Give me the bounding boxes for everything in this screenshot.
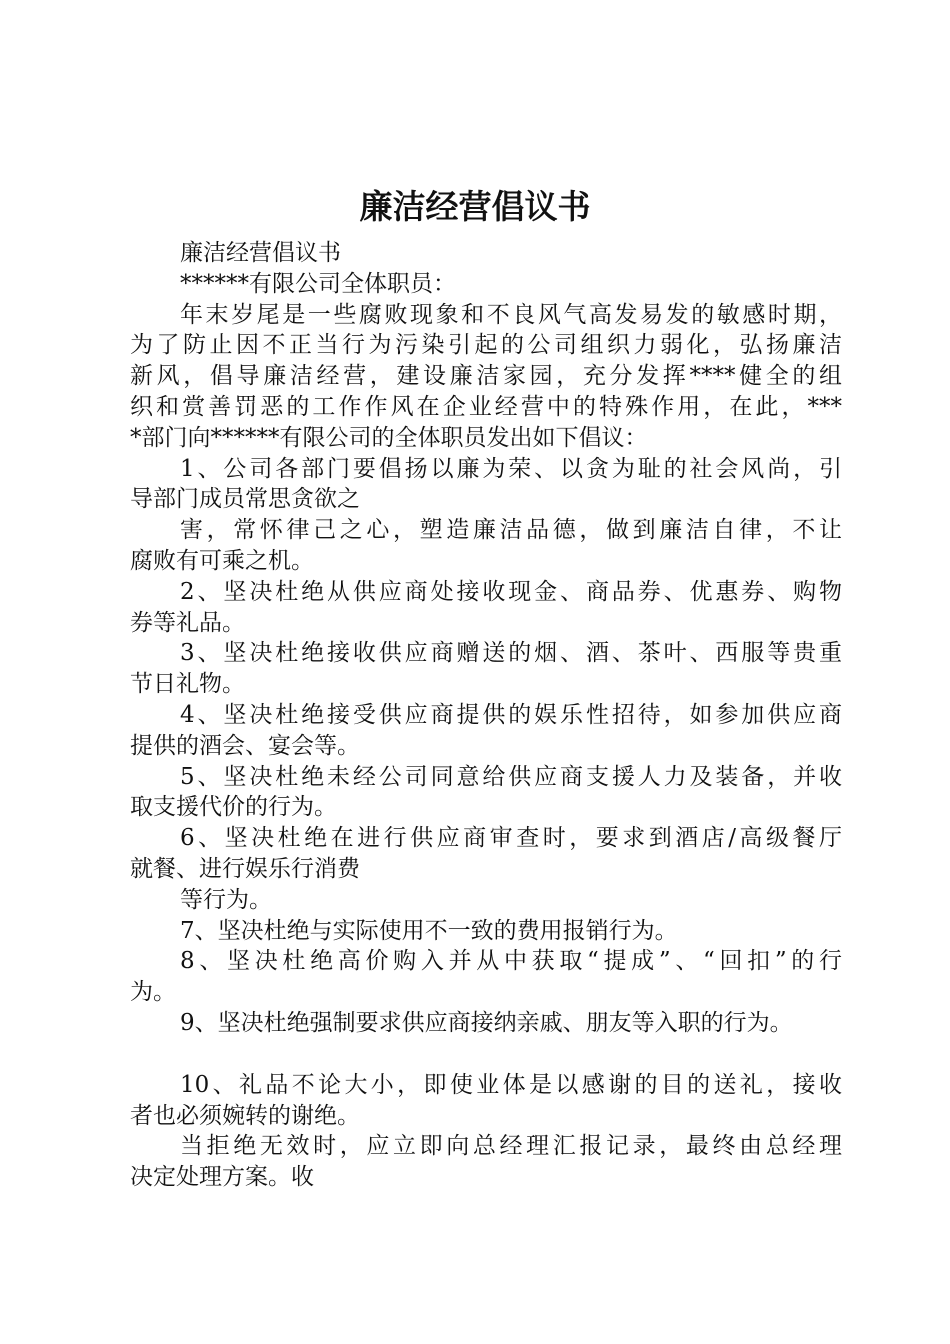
paragraph-line: 年末岁尾是一些腐败现象和不良风气高发易发的敏感时期， bbox=[180, 301, 842, 328]
item-line: 5、坚决杜绝未经公司同意给供应商支援人力及装备，并收 bbox=[180, 763, 842, 790]
item-line: 害，常怀律己之心，塑造廉洁品德，做到廉洁自律，不让 bbox=[180, 517, 842, 544]
item-line: 4、坚决杜绝接受供应商提供的娱乐性招待，如参加供应商 bbox=[180, 701, 842, 728]
item-line: 取支援代价的行为。 bbox=[130, 794, 337, 821]
item-line: 腐败有可乘之机。 bbox=[130, 547, 314, 574]
blank-line bbox=[130, 1039, 842, 1070]
item-line: 就餐、进行娱乐行消费 bbox=[130, 855, 360, 882]
item-line: 7、坚决杜绝与实际使用不一致的费用报销行为。 bbox=[180, 917, 678, 944]
item-line: 券等礼品。 bbox=[130, 609, 245, 636]
paragraph-line: 织和赏善罚恶的工作作风在企业经营中的特殊作用，在此，*** bbox=[130, 393, 842, 420]
salutation-line: ******有限公司全体职员： bbox=[180, 270, 456, 297]
item-line: 3、坚决杜绝接收供应商赠送的烟、酒、茶叶、西服等贵重 bbox=[180, 640, 842, 667]
document-title: 廉洁经营倡议书 bbox=[359, 187, 591, 226]
subtitle-line: 廉洁经营倡议书 bbox=[180, 240, 341, 266]
item-line: 8、坚决杜绝高价购入并从中获取“提成”、“回扣”的行 bbox=[180, 948, 842, 975]
paragraph-line: 为了防止因不正当行为污染引起的公司组织力弱化，弘扬廉洁 bbox=[130, 332, 842, 359]
paragraph-line: 新风，倡导廉洁经营，建设廉洁家园，充分发挥****健全的组 bbox=[130, 363, 842, 390]
item-line: 节日礼物。 bbox=[130, 671, 245, 698]
item-line: 为。 bbox=[130, 979, 176, 1006]
paragraph-line: *部门向******有限公司的全体职员发出如下倡议： bbox=[130, 424, 648, 451]
item-line: 当拒绝无效时，应立即向总经理汇报记录，最终由总经理 bbox=[180, 1133, 842, 1160]
document-body bbox=[130, 238, 842, 1193]
item-line: 提供的酒会、宴会等。 bbox=[130, 732, 360, 759]
item-line: 2、坚决杜绝从供应商处接收现金、商品券、优惠券、购物 bbox=[180, 578, 842, 605]
item-line: 者也必须婉转的谢绝。 bbox=[130, 1102, 360, 1129]
item-line: 导部门成员常思贪欲之 bbox=[130, 486, 360, 513]
item-line: 6、坚决杜绝在进行供应商审查时，要求到酒店/高级餐厅 bbox=[180, 825, 842, 852]
item-line: 1、公司各部门要倡扬以廉为荣、以贪为耻的社会风尚，引 bbox=[180, 455, 842, 482]
item-line: 9、坚决杜绝强制要求供应商接纳亲戚、朋友等入职的行为。 bbox=[180, 1009, 793, 1036]
item-line: 决定处理方案。收 bbox=[130, 1164, 314, 1191]
item-line: 等行为。 bbox=[180, 886, 272, 913]
item-line: 10、礼品不论大小，即使业体是以感谢的目的送礼，接收 bbox=[180, 1071, 842, 1098]
